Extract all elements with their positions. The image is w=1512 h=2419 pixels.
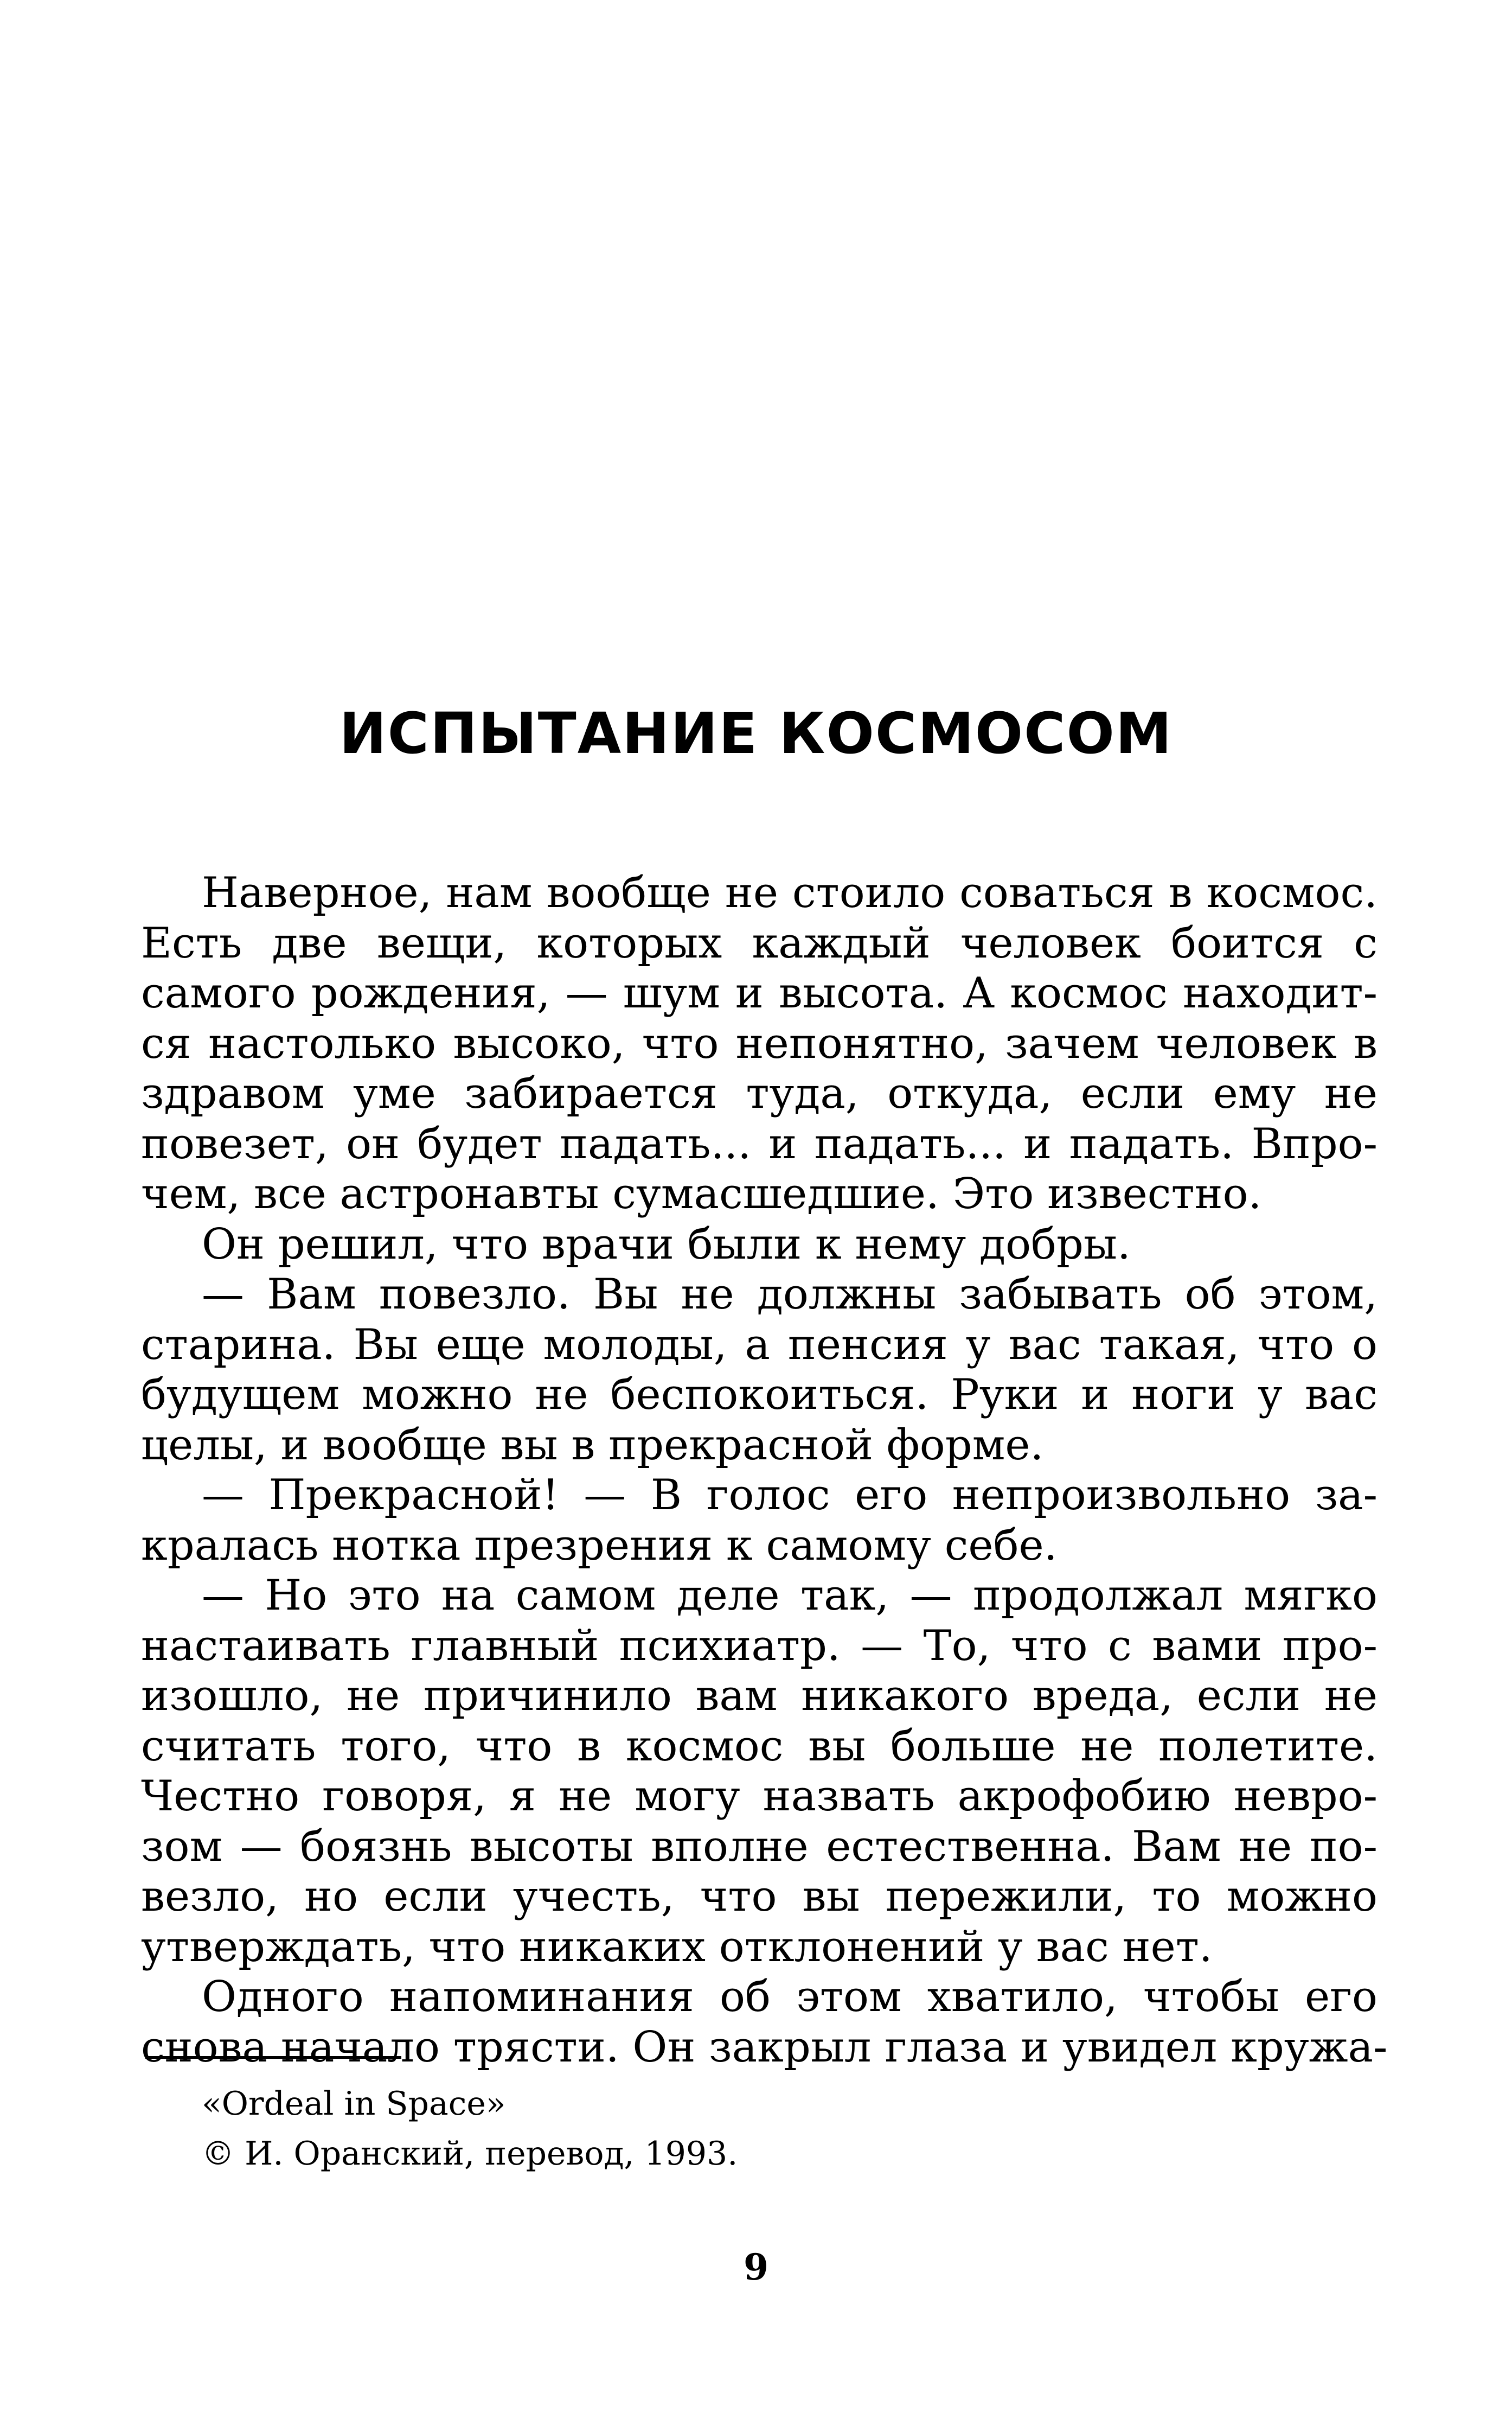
text-line: считать того, что в космос вы больше не полетите. <box>141 1721 1378 1771</box>
text-line: утверждать, что никаких отклонений у вас нет. <box>141 1922 1213 1971</box>
text-line: Есть две вещи, которых каждый человек боится с <box>141 918 1378 968</box>
text-line: повезет, он будет падать... и падать... и падать. Впро- <box>141 1119 1378 1169</box>
text-line: целы, и вообще вы в прекрасной форме. <box>141 1420 1044 1470</box>
text-line: везло, но если учесть, что вы пережили, то можно <box>141 1872 1378 1921</box>
text-line: изошло, не причинило вам никакого вреда, если не <box>141 1671 1378 1720</box>
page-number: 9 <box>744 2246 768 2288</box>
chapter-title: ИСПЫТАНИЕ КОСМОСОМ <box>339 700 1173 767</box>
text-line: — Вам повезло. Вы не должны забывать об этом, <box>202 1270 1378 1319</box>
footnote-original-title: «Ordeal in Space» <box>202 2085 506 2123</box>
text-line: ся настолько высоко, что непонятно, зачем человек в <box>141 1019 1378 1068</box>
text-line: кралась нотка презрения к самому себе. <box>141 1521 1058 1570</box>
text-line: чем, все астронавты сумасшедшие. Это известно. <box>141 1170 1262 1218</box>
text-line: Он решил, что врачи были к нему добры. <box>202 1220 1131 1269</box>
text-line: настаивать главный психиатр. — То, что с вами про- <box>141 1621 1378 1670</box>
text-line: самого рождения, — шум и высота. А космос находит- <box>141 969 1378 1018</box>
text-line: здравом уме забирается туда, откуда, если ему не <box>141 1069 1378 1118</box>
text-line: — Но это на самом деле так, — продолжал мягко <box>202 1571 1378 1620</box>
text-line: Честно говоря, я не могу назвать акрофобию невро- <box>141 1772 1378 1821</box>
text-line: Одного напоминания об этом хватило, чтобы его <box>202 1973 1378 2021</box>
text-line: зом — боязнь высоты вполне естественна. Вам не по- <box>141 1822 1378 1871</box>
text-line: снова начало трясти. Он закрыл глаза и увидел кружа- <box>141 2022 1388 2072</box>
text-line: старина. Вы еще молоды, а пенсия у вас такая, что о <box>141 1320 1378 1369</box>
footnote-copyright: © И. Оранский, перевод, 1993. <box>202 2135 738 2173</box>
footnote <box>202 2079 738 2179</box>
footnote-divider <box>145 2056 401 2059</box>
text-line: — Прекрасной! — В голос его непроизвольно за- <box>202 1471 1378 1520</box>
body-text <box>141 868 1388 2072</box>
text-line: будущем можно не беспокоиться. Руки и ноги у вас <box>141 1370 1378 1419</box>
text-line: Наверное, нам вообще не стоило соваться в космос. <box>202 869 1378 917</box>
